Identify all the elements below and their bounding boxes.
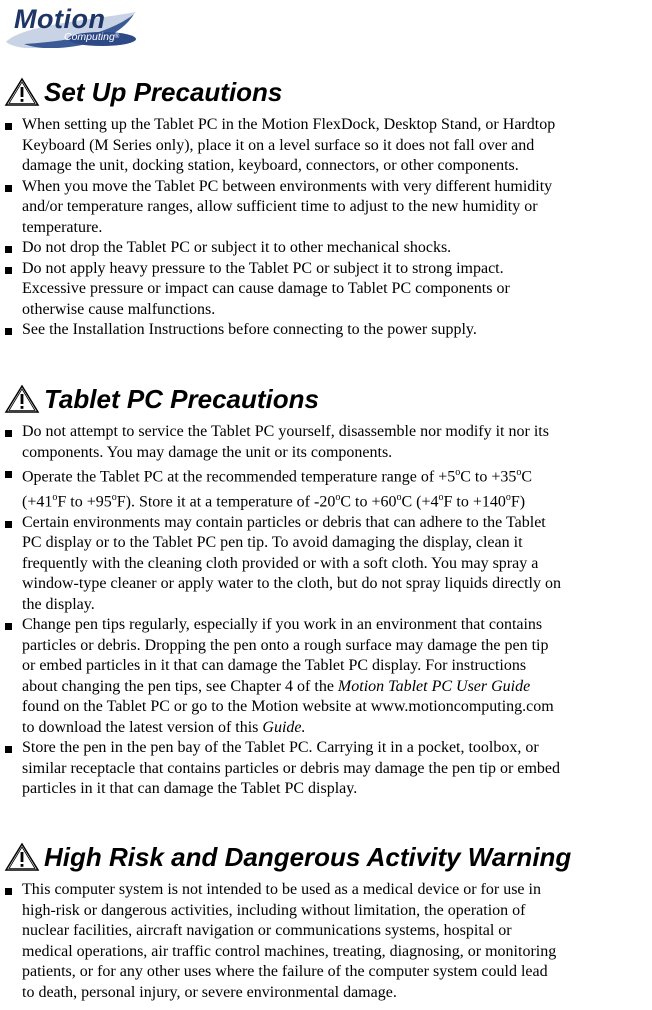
section-tablet-pc-precautions: [0, 382, 652, 800]
list-item: [0, 177, 652, 239]
text-line: to death, personal injury, or severe environmental damage.: [22, 983, 397, 1001]
bullet-icon: [5, 246, 12, 253]
list-item: [0, 320, 652, 341]
text-line: Keyboard (M Series only), place it on a level surface so it does not fall over and: [22, 136, 535, 154]
section-heading: [0, 75, 652, 109]
bullet-icon: [5, 521, 12, 528]
text-line: Excessive pressure or impact can cause damage to Tablet PC components or: [22, 280, 510, 297]
text-line: Store the pen in the pen bay of the Tablet PC. Carrying it in a pocket, toolbox, or: [22, 739, 539, 757]
text-line: Change pen tips regularly, especially if you work in an environment that contains: [22, 616, 543, 634]
text-line: When you move the Tablet PC between environments with very different humidity: [22, 177, 553, 195]
text-line: Do not apply heavy pressure to the Tablet PC or subject it to strong impact.: [22, 259, 504, 277]
text-line: high-risk or dangerous activities, including without limitation, the operation of: [22, 901, 526, 919]
bullet-icon: [5, 623, 12, 630]
bullet-icon: [5, 328, 12, 335]
text-line: nuclear facilities, aircraft navigation or communications systems, hospital or: [22, 922, 512, 939]
guide-word: Guide.: [262, 718, 306, 736]
bullet-icon: [5, 430, 12, 437]
warning-triangle-icon: [4, 77, 40, 107]
text-line: ($+41^oF$ to $+95^oF$). Store it at a temperature of -20$^o$C to $+60^oC$ ($+4^oF$ to $+140^oF$): [22, 491, 526, 511]
bullet-list: [0, 880, 652, 1003]
text-line: to download the latest version of this Guide.: [22, 718, 306, 736]
text-line: about changing the pen tips, see Chapter 4 of the Motion Tablet PC User Guide: [22, 677, 531, 695]
section-heading: [0, 382, 652, 416]
text-line: damage the unit, docking station, keyboard, connectors, or other components.: [22, 157, 519, 174]
section-title: Tablet PC Precautions: [44, 384, 319, 414]
list-item: [0, 463, 652, 513]
section-high-risk-warning: [0, 840, 652, 1003]
section-heading: [0, 840, 652, 874]
text-line: the display.: [22, 595, 95, 613]
text-line: or embed particles in it that can damage the Tablet PC display. For instructions: [22, 657, 527, 675]
bullet-icon: [5, 746, 12, 753]
bullet-list: [0, 422, 652, 800]
text-line: medical operations, air traffic control machines, treating, diagnosing, or monitoring: [22, 942, 557, 960]
text-line: particles in it that can damage the Tablet PC display.: [22, 780, 358, 798]
section-title: High Risk and Dangerous Activity Warning: [44, 842, 572, 872]
text-line: particles or debris. Dropping the pen onto a rough surface may damage the pen tip: [22, 636, 549, 654]
list-item: [0, 880, 652, 1003]
text-line: This computer system is not intended to be used as a medical device or for use in: [22, 881, 541, 898]
text-line: Do not attempt to service the Tablet PC yourself, disassemble nor modify it nor its: [22, 423, 549, 440]
text-line: frequently with the cleaning cloth provided or with a soft cloth. You may spray a: [22, 554, 539, 572]
text-line: otherwise cause malfunctions.: [22, 300, 216, 318]
list-item: [0, 738, 652, 800]
text-line: When setting up the Tablet PC in the Motion FlexDock, Desktop Stand, or Hardtop: [22, 116, 556, 133]
text-line: patients, or for any other uses where the failure of the computer system could lead: [22, 963, 548, 980]
guide-title: Motion Tablet PC User Guide: [337, 677, 531, 695]
text-line: temperature.: [22, 218, 103, 236]
bullet-icon: [5, 888, 12, 895]
list-item: [0, 615, 652, 738]
list-item: [0, 238, 652, 259]
bullet-icon: [5, 185, 12, 192]
text-line: and/or temperature ranges, allow sufficient time to adjust to the new humidity or: [22, 198, 538, 215]
list-item: [0, 513, 652, 616]
logo-subtitle: Computing®: [64, 31, 120, 43]
text-line: similar receptacle that contains particles or debris may damage the pen tip or embed: [22, 759, 561, 777]
text-line: window-type cleaner or apply water to the cloth, but do not spray liquids directly on: [22, 575, 561, 593]
text-line: PC display or to the Tablet PC pen tip. To avoid damaging the display, clean it: [22, 534, 523, 552]
bullet-icon: [5, 471, 12, 478]
motion-computing-logo: [4, 4, 140, 48]
warning-triangle-icon: [4, 842, 40, 872]
bullet-icon: [5, 267, 12, 274]
warning-triangle-icon: [4, 384, 40, 414]
bullet-list: [0, 115, 652, 341]
list-item: [0, 259, 652, 321]
text-line: found on the Tablet PC or go to the Motion website at www.motioncomputing.com: [22, 698, 554, 716]
text-line: components. You may damage the unit or its components.: [22, 443, 393, 461]
text-line: Do not drop the Tablet PC or subject it to other mechanical shocks.: [22, 239, 452, 256]
section-title: Set Up Precautions: [44, 77, 283, 107]
bullet-icon: [5, 123, 12, 130]
text-line: Certain environments may contain particles or debris that can adhere to the Tablet: [22, 513, 546, 531]
text-line: Operate the Tablet PC at the recommended temperature range of $+5^oC$ to $+35^oC$: [22, 467, 533, 486]
text-line: See the Installation Instructions before connecting to the power supply.: [22, 321, 477, 338]
section-setup-precautions: [0, 75, 652, 341]
logo-wordmark: Motion: [14, 4, 106, 34]
list-item: [0, 115, 652, 177]
list-item: [0, 422, 652, 463]
